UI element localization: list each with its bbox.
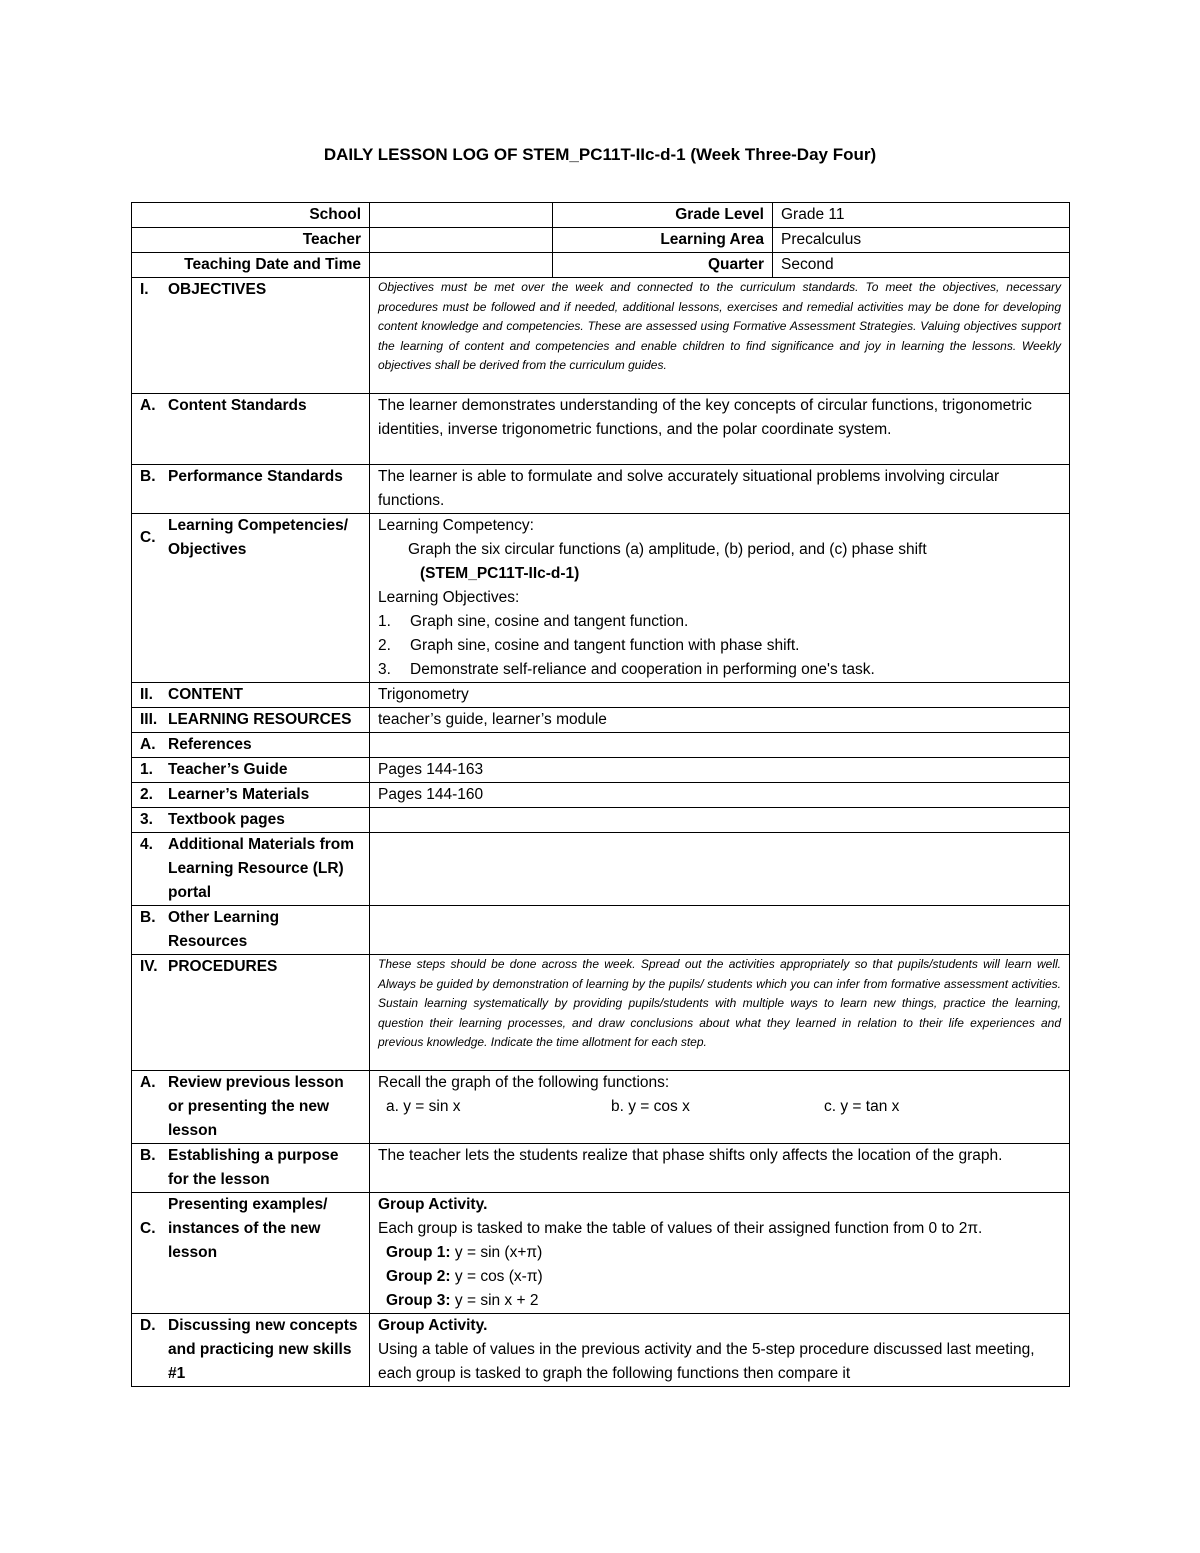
list-item: Group 3: y = sin x + 2 (386, 1292, 539, 1309)
review-label: Review previous lesson or presenting the new lesson (168, 1074, 344, 1139)
purpose-text: The teacher lets the students realize that phase shifts only affects the location of the graph. (370, 1144, 1070, 1193)
list-item: 1. Graph sine, cosine and tangent function. (378, 613, 689, 630)
purpose-label: Establishing a purpose for the lesson (168, 1147, 339, 1188)
other-resources-label: Other Learning Resources (168, 909, 280, 950)
procedures-note: These steps should be done across the week. Spread out the activities appropriately so that pupils/students will learn well. Always be guided by demonstration of learning by the pupils/ students which you can infer from formative assessment activities. Sustain learning systematically by providing pupils/students with multiple ways to learn new things, practice the learning, question their learning processes, and draw conclusions about what they learned in relation to their life experiences and previous knowledge. Indicate the time allotment for each step. (370, 955, 1070, 1071)
discussing-heading: Group Activity. (378, 1317, 488, 1334)
discussing-row: D. Discussing new concepts and practicing new skills #1 Group Activity. Using a table of values in the previous activity and the 5-step procedure discussed last meeting, each group is tasked to graph the following functions then compare it (132, 1314, 1070, 1387)
other-resources-text (370, 906, 1070, 955)
list-item: 3. Demonstrate self-reliance and cooperation in performing one's task. (378, 661, 875, 678)
teacher-value (370, 228, 553, 253)
content-label: CONTENT (168, 686, 243, 703)
teacher-row (132, 228, 1070, 253)
lesson-log-table (131, 202, 1070, 1387)
resources-text: teacher’s guide, learner’s module (370, 708, 1070, 733)
content-standards-text: The learner demonstrates understanding of the key concepts of circular functions, trigonometric identities, inverse trigonometric functions, and the polar coordinate system. (370, 394, 1070, 465)
list-item: Group 1: y = sin (x+π) (386, 1244, 543, 1261)
review-row: A. Review previous lesson or presenting the new lesson Recall the graph of the following functions: a. y = sin x b. y = cos x c. y = tan x (132, 1071, 1070, 1144)
quarter-value: Second (773, 253, 1070, 278)
school-row (132, 203, 1070, 228)
teachers-guide-row: 1. Teacher’s Guide Pages 144-163 (132, 758, 1070, 783)
presenting-text: Each group is tasked to make the table of values of their assigned function from 0 to 2π. (378, 1220, 983, 1237)
quarter-label: Quarter (553, 253, 773, 278)
date-row (132, 253, 1070, 278)
discussing-label: Discussing new concepts and practicing new skills #1 (168, 1317, 358, 1382)
procedures-label: PROCEDURES (168, 958, 278, 975)
competencies-label: Learning Competencies/ Objectives (168, 517, 349, 558)
textbook-label: Textbook pages (168, 811, 285, 828)
review-item-b: b. y = cos x (611, 1098, 690, 1115)
review-item-c: c. y = tan x (824, 1098, 900, 1115)
performance-standards-row: B. Performance Standards The learner is able to formulate and solve accurately situational problems involving circular functions. (132, 465, 1070, 514)
competency-code: (STEM_PC11T-IIc-d-1) (420, 565, 580, 582)
additional-materials-text (370, 833, 1070, 906)
other-resources-row: B. Other Learning Resources (132, 906, 1070, 955)
procedures-row: IV. PROCEDURES These steps should be done across the week. Spread out the activities appropriately so that pupils/students will learn well. Always be guided by demonstration of learning by the pupils/ students which you can infer from formative assessment activities. Sustain learning systematically by providing pupils/students with multiple ways to learn new things, practice the learning, question their learning processes, and draw conclusions about what they learned in relation to their life experiences and previous knowledge. Indicate the time allotment for each step. (132, 955, 1070, 1071)
performance-standards-text: The learner is able to formulate and solve accurately situational problems involving circular functions. (370, 465, 1070, 514)
performance-standards-label: Performance Standards (168, 468, 343, 485)
competencies-row: C. Learning Competencies/ Objectives Learning Competency: Graph the six circular functions (a) amplitude, (b) period, and (c) phase shift (STEM_PC11T-IIc-d-1) Learning Objectives: 1. Graph sine, cosine and tangent function. 2. Graph sine, cosine and tangent function with phase shift. 3. Demonstrate self-reliance and cooperation in performing one's task. (132, 514, 1070, 683)
presenting-heading: Group Activity. (378, 1196, 488, 1213)
school-value (370, 203, 553, 228)
presenting-row: C. Presenting examples/ instances of the new lesson Group Activity. Each group is tasked to make the table of values of their assigned function from 0 to 2π. Group 1: y = sin (x+π) Group 2: y = cos (x-π) Group 3: y = sin x + 2 (132, 1193, 1070, 1314)
textbook-text (370, 808, 1070, 833)
school-label: School (132, 203, 370, 228)
grade-level-value: Grade 11 (773, 203, 1070, 228)
references-text (370, 733, 1070, 758)
list-item: 2. Graph sine, cosine and tangent function with phase shift. (378, 637, 800, 654)
purpose-row: B. Establishing a purpose for the lesson The teacher lets the students realize that phase shifts only affects the location of the graph. (132, 1144, 1070, 1193)
teacher-label: Teacher (132, 228, 370, 253)
content-row: II. CONTENT Trigonometry (132, 683, 1070, 708)
textbook-row: 3. Textbook pages (132, 808, 1070, 833)
list-item: Group 2: y = cos (x-π) (386, 1268, 543, 1285)
content-text: Trigonometry (370, 683, 1070, 708)
grade-level-label: Grade Level (553, 203, 773, 228)
teaching-date-value (370, 253, 553, 278)
review-item-a: a. y = sin x (386, 1098, 461, 1115)
references-row: A. References (132, 733, 1070, 758)
content-standards-row: A. Content Standards The learner demonstrates understanding of the key concepts of circular functions, trigonometric identities, inverse trigonometric functions, and the polar coordinate system. (132, 394, 1070, 465)
additional-materials-row: 4. Additional Materials from Learning Resource (LR) portal (132, 833, 1070, 906)
teachers-guide-text: Pages 144-163 (370, 758, 1070, 783)
learning-area-value: Precalculus (773, 228, 1070, 253)
learners-materials-row: 2. Learner’s Materials Pages 144-160 (132, 783, 1070, 808)
page-title: DAILY LESSON LOG OF STEM_PC11T-IIc-d-1 (Week Three-Day Four) (323, 145, 877, 164)
resources-row: III. LEARNING RESOURCES teacher’s guide, learner’s module (132, 708, 1070, 733)
learners-materials-label: Learner’s Materials (168, 786, 310, 803)
discussing-text: Using a table of values in the previous activity and the 5-step procedure discussed last meeting, each group is tasked to graph the following functions then compare it (378, 1341, 1035, 1382)
teachers-guide-label: Teacher’s Guide (168, 761, 288, 778)
content-standards-label: Content Standards (168, 397, 307, 414)
learners-materials-text: Pages 144-160 (370, 783, 1070, 808)
presenting-label: Presenting examples/ instances of the new lesson (168, 1196, 328, 1261)
section-label: OBJECTIVES (168, 281, 267, 298)
learning-area-label: Learning Area (553, 228, 773, 253)
additional-materials-label: Additional Materials from Learning Resource (LR) portal (168, 836, 355, 901)
learning-objectives-heading: Learning Objectives: (378, 589, 520, 606)
review-text: Recall the graph of the following functions: (378, 1074, 670, 1091)
resources-label: LEARNING RESOURCES (168, 711, 352, 728)
references-label: References (168, 736, 252, 753)
competency-heading: Learning Competency: (378, 517, 534, 534)
objectives-row (132, 278, 1070, 394)
section-number: I. (140, 281, 149, 298)
competency-text: Graph the six circular functions (a) amplitude, (b) period, and (c) phase shift (408, 541, 927, 558)
objectives-note: Objectives must be met over the week and connected to the curriculum standards. To meet the objectives, necessary procedures must be followed and if needed, additional lessons, exercises and remedial activities may be done for developing content knowledge and competencies. These are assessed using Formative Assessment Strategies. Valuing objectives support the learning of content and competencies and enable children to find significance and joy in learning the lessons. Weekly objectives shall be derived from the curriculum guides. (370, 278, 1070, 394)
teaching-date-label: Teaching Date and Time (132, 253, 370, 278)
